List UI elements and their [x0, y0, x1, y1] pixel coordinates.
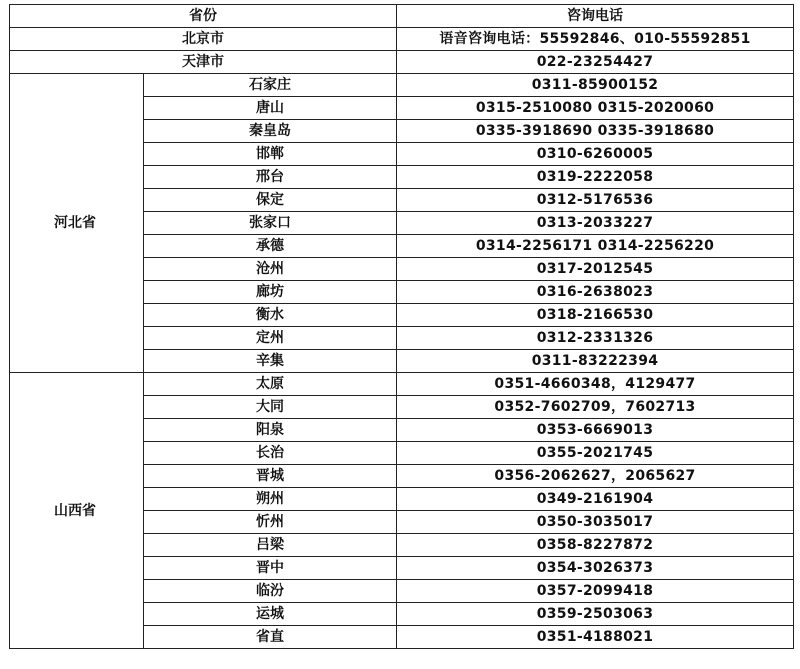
phone-number: 0318-2166530 [397, 304, 794, 327]
city-name: 临汾 [144, 580, 397, 603]
city-name: 秦皇岛 [144, 120, 397, 143]
hotline-table [9, 4, 794, 649]
phone-number: 0358-8227872 [397, 534, 794, 557]
city-name: 晋城 [144, 465, 397, 488]
phone-number: 0357-2099418 [397, 580, 794, 603]
province-name: 山西省 [10, 373, 144, 649]
city-name: 邢台 [144, 166, 397, 189]
phone-number: 0335-3918690 0335-3918680 [397, 120, 794, 143]
phone-number: 0350-3035017 [397, 511, 794, 534]
phone-number: 0349-2161904 [397, 488, 794, 511]
table-body [10, 28, 794, 649]
phone-number: 0314-2256171 0314-2256220 [397, 235, 794, 258]
phone-number: 0315-2510080 0315-2020060 [397, 97, 794, 120]
region-name: 北京市 [10, 28, 397, 51]
city-name: 吕梁 [144, 534, 397, 557]
city-name: 邯郸 [144, 143, 397, 166]
phone-number: 0351-4660348，4129477 [397, 373, 794, 396]
city-name: 唐山 [144, 97, 397, 120]
phone-number: 0317-2012545 [397, 258, 794, 281]
phone-number: 0356-2062627，2065627 [397, 465, 794, 488]
phone-number: 0311-85900152 [397, 74, 794, 97]
province-name: 河北省 [10, 74, 144, 373]
city-name: 朔州 [144, 488, 397, 511]
city-name: 运城 [144, 603, 397, 626]
city-name: 辛集 [144, 350, 397, 373]
phone-number: 022-23254427 [397, 51, 794, 74]
city-name: 沧州 [144, 258, 397, 281]
city-name: 张家口 [144, 212, 397, 235]
phone-number: 0311-83222394 [397, 350, 794, 373]
city-name: 承德 [144, 235, 397, 258]
city-name: 石家庄 [144, 74, 397, 97]
header-province: 省份 [10, 5, 397, 28]
city-name: 晋中 [144, 557, 397, 580]
phone-number: 0319-2222058 [397, 166, 794, 189]
phone-number: 0354-3026373 [397, 557, 794, 580]
phone-number: 0312-5176536 [397, 189, 794, 212]
table-row [10, 51, 794, 74]
city-name: 省直 [144, 626, 397, 649]
phone-number: 0352-7602709，7602713 [397, 396, 794, 419]
phone-number: 0351-4188021 [397, 626, 794, 649]
city-name: 太原 [144, 373, 397, 396]
table-row [10, 74, 794, 97]
city-name: 大同 [144, 396, 397, 419]
city-name: 忻州 [144, 511, 397, 534]
phone-number: 0359-2503063 [397, 603, 794, 626]
header-row [10, 5, 794, 28]
phone-number: 0355-2021745 [397, 442, 794, 465]
table-row [10, 28, 794, 51]
table-row [10, 373, 794, 396]
city-name: 定州 [144, 327, 397, 350]
city-name: 长治 [144, 442, 397, 465]
phone-number: 0313-2033227 [397, 212, 794, 235]
region-name: 天津市 [10, 51, 397, 74]
phone-number: 0316-2638023 [397, 281, 794, 304]
phone-number: 0312-2331326 [397, 327, 794, 350]
city-name: 阳泉 [144, 419, 397, 442]
city-name: 保定 [144, 189, 397, 212]
city-name: 廊坊 [144, 281, 397, 304]
city-name: 衡水 [144, 304, 397, 327]
header-phone: 咨询电话 [397, 5, 794, 28]
phone-number: 0310-6260005 [397, 143, 794, 166]
phone-number: 0353-6669013 [397, 419, 794, 442]
phone-number: 语音咨询电话：55592846、010-55592851 [397, 28, 794, 51]
